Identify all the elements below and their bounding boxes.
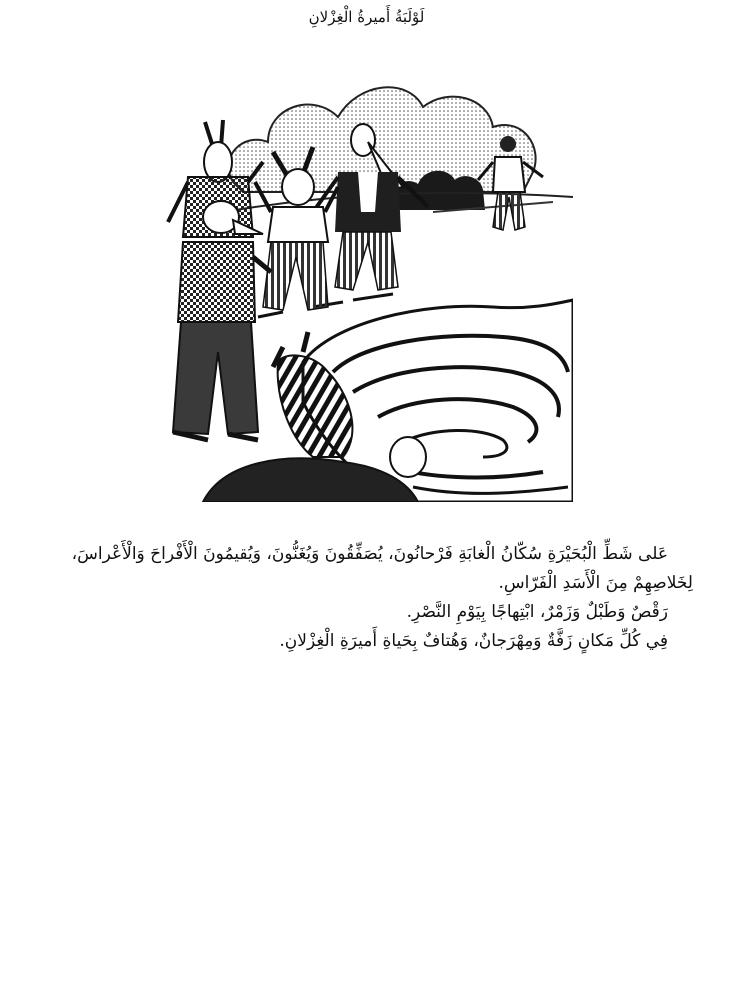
- story-line: رَقْصٌ وَطَبْلٌ وَزَمْرٌ، ابْتِهاجًا بِيَوْمِ النَّصْرِ.: [406, 602, 668, 622]
- story-illustration: [163, 62, 573, 502]
- page-title: لَوْلَبَةُ أَميرةُ الْغِزْلانِ: [308, 8, 425, 26]
- story-paragraph: عَلى شَطِّ الْبُحَيْرَةِ سُكّانُ الْغابَةِ فَرْحانُونَ، يُصَفِّقُونَ وَيُغَنُّونَ، وَيُقيمُونَ الْأَفْراحَ وَالْأَعْراسَ، لِخَلاصِهِمْ مِنَ الْأَسَدِ الْفَرّاسِ.: [71, 544, 693, 593]
- story-line: فِي كُلِّ مَكانٍ زَفَّةٌ وَمِهْرَجانٌ، وَهُتافٌ بِحَياةِ أَميرَةِ الْغِزْلانِ.: [279, 631, 668, 651]
- story-text: [40, 540, 693, 656]
